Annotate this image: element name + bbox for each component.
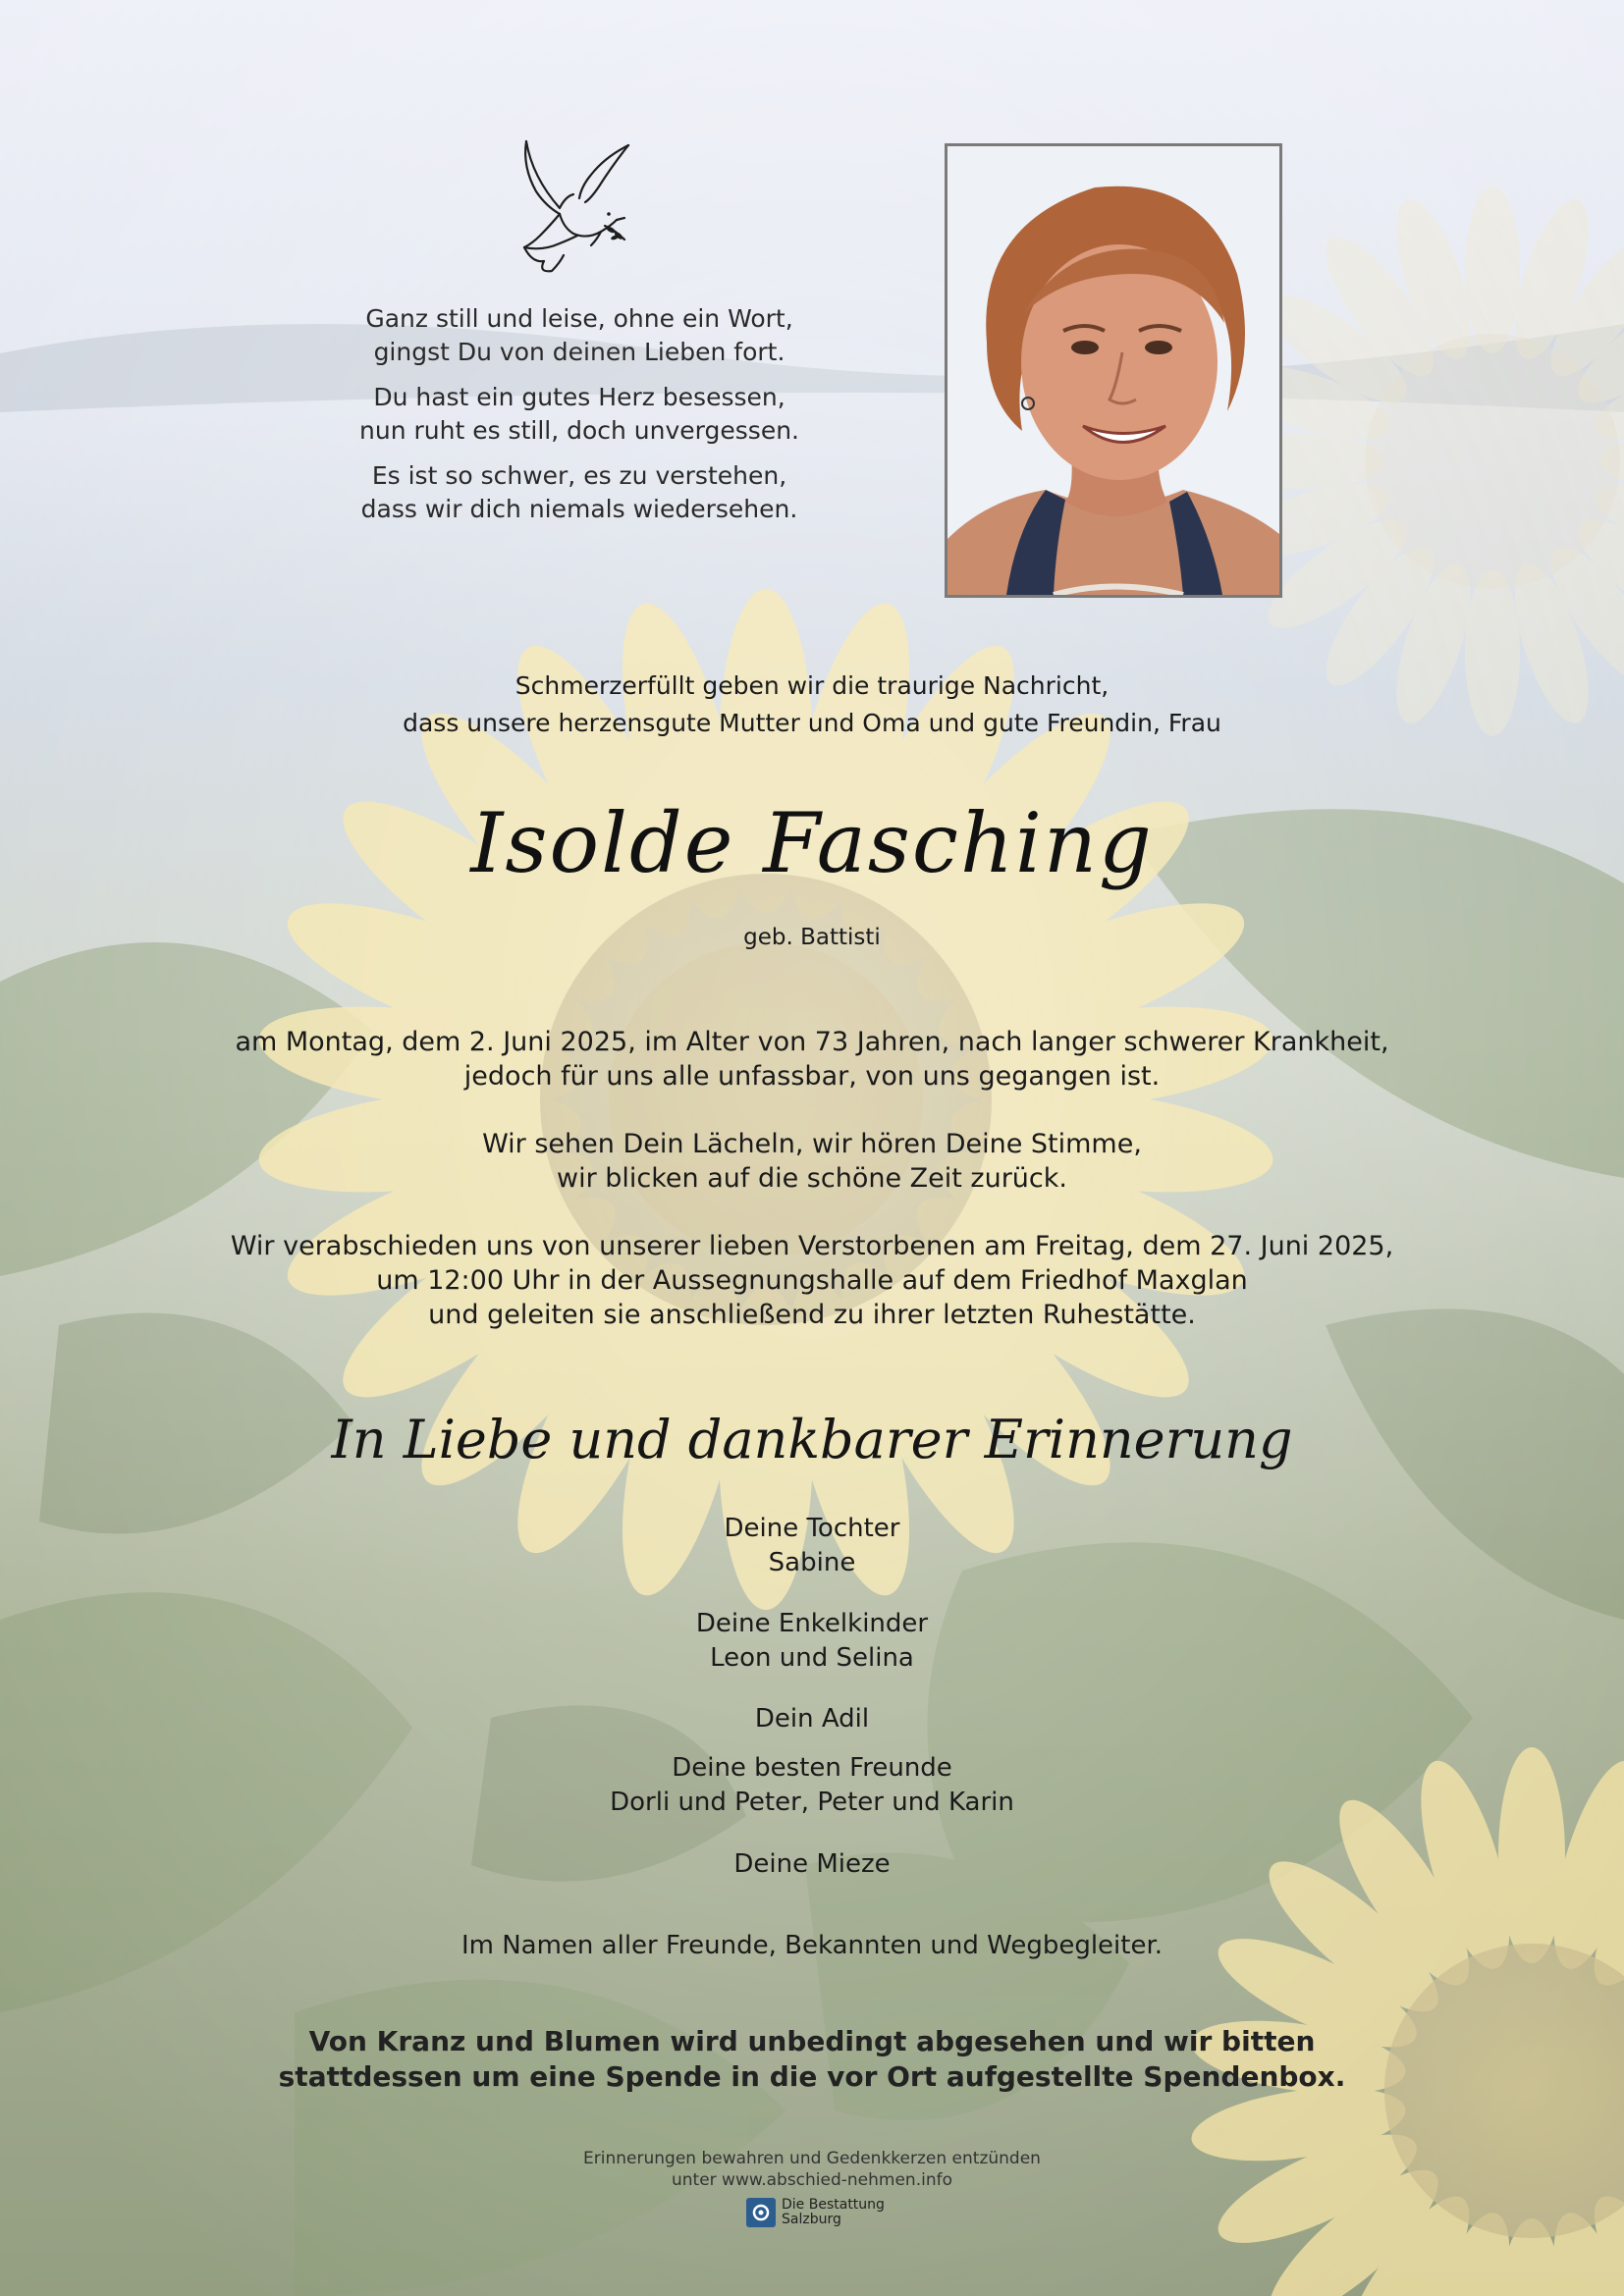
donation-notice: [0, 2024, 1624, 2095]
birth-name: geb. Battisti: [743, 925, 881, 950]
mourner-names: Sabine: [768, 1548, 856, 1577]
quote-line: Wir sehen Dein Lächeln, wir hören Deine Stimme,: [482, 1129, 1142, 1159]
remembrance-heading: In Liebe und dankbarer Erinnerung: [331, 1409, 1293, 1470]
quote-line: wir blicken auf die schöne Zeit zurück.: [556, 1163, 1067, 1194]
poem-stanza-3: [295, 459, 864, 526]
mourner-friends: [0, 1751, 1624, 1820]
poem-line: nun ruht es still, doch unvergessen.: [359, 416, 799, 445]
death-notice-line: am Montag, dem 2. Juni 2025, im Alter von 73 Jahren, nach langer schwerer Krankheit,: [235, 1027, 1389, 1057]
mourner-names: Leon und Selina: [710, 1643, 914, 1673]
deceased-name: Isolde Fasching: [470, 795, 1154, 891]
logo-text: [782, 2198, 885, 2227]
mourner-grandchildren: [0, 1607, 1624, 1676]
quote: [0, 1127, 1624, 1196]
logo-line: Die Bestattung: [782, 2197, 885, 2213]
logo-line: Salzburg: [782, 2212, 841, 2227]
footer-text: [0, 2148, 1624, 2191]
mourner-relation: Deine besten Freunde: [672, 1753, 952, 1783]
poem: [295, 302, 864, 538]
footer-link[interactable]: unter www.abschied-nehmen.info: [671, 2170, 952, 2190]
intro-line: Schmerzerfüllt geben wir die traurige Nachricht,: [514, 671, 1110, 700]
mourner-relation: Deine Enkelkinder: [695, 1609, 929, 1638]
mourner-names: Dorli und Peter, Peter und Karin: [610, 1788, 1014, 1817]
mourner-relation: Dein Adil: [754, 1704, 870, 1734]
poem-line: Ganz still und leise, ohne ein Wort,: [365, 304, 793, 333]
poem-line: dass wir dich niemals wiedersehen.: [360, 495, 798, 523]
mourner-others: [0, 1929, 1624, 1963]
mourner-names: Im Namen aller Freunde, Bekannten und Wegbegleiter.: [460, 1931, 1164, 1960]
donation-line: Von Kranz und Blumen wird unbedingt abgesehen und wir bitten: [308, 2025, 1316, 2057]
bestattung-logo-icon: [746, 2198, 776, 2227]
portrait-image: [947, 146, 1279, 595]
bestattung-logo: [746, 2195, 885, 2230]
portrait-photo: [945, 143, 1282, 598]
poem-stanza-1: [295, 302, 864, 369]
donation-line: stattdessen um eine Spende in die vor Ort aufgestellte Spendenbox.: [278, 2060, 1346, 2093]
poem-line: Du hast ein gutes Herz besessen,: [373, 383, 785, 411]
funeral-line: um 12:00 Uhr in der Aussegnungshalle auf dem Friedhof Maxglan: [376, 1265, 1248, 1296]
death-notice: [0, 1025, 1624, 1094]
mourner-relation: Deine Tochter: [724, 1514, 900, 1543]
funeral-details: [0, 1229, 1624, 1332]
intro-line: dass unsere herzensgute Mutter und Oma und gute Freundin, Frau: [403, 709, 1221, 737]
mourner-relation: Deine Mieze: [733, 1849, 891, 1879]
intro-text: [0, 667, 1624, 742]
mourner-daughter: [0, 1512, 1624, 1580]
mourner-adil: [0, 1702, 1624, 1736]
funeral-line: Wir verabschieden uns von unserer lieben Verstorbenen am Freitag, dem 27. Juni 2025,: [230, 1231, 1394, 1261]
dove-icon: [503, 137, 645, 294]
mourner-pet: [0, 1847, 1624, 1882]
poem-line: gingst Du von deinen Lieben fort.: [373, 338, 785, 366]
poem-stanza-2: [295, 381, 864, 448]
funeral-line: und geleiten sie anschließend zu ihrer letzten Ruhestätte.: [428, 1300, 1196, 1330]
poem-line: Es ist so schwer, es zu verstehen,: [371, 461, 787, 490]
footer-line: Erinnerungen bewahren und Gedenkkerzen entzünden: [583, 2149, 1041, 2168]
death-notice-line: jedoch für uns alle unfassbar, von uns gegangen ist.: [463, 1061, 1161, 1092]
